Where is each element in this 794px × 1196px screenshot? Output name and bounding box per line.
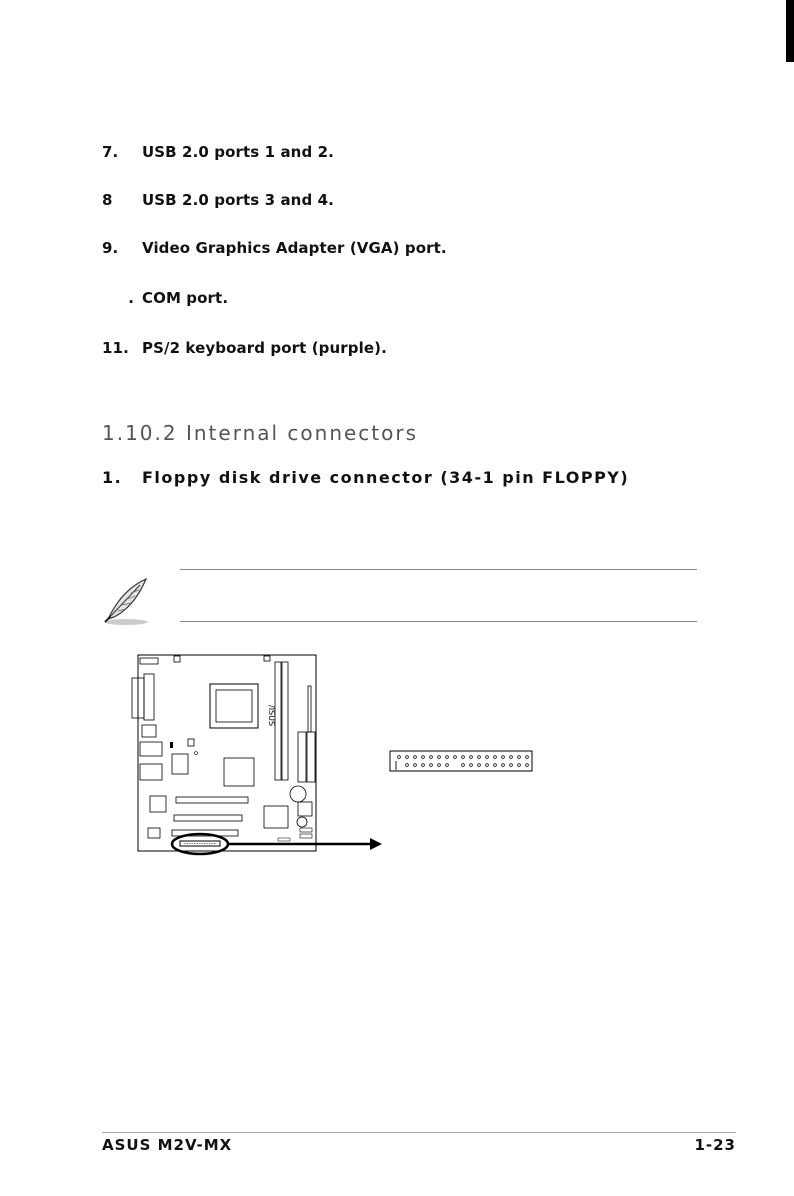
- subsection-number: 1.: [102, 468, 123, 487]
- list-item: [102, 289, 228, 307]
- board-logo: /ISUS: [267, 705, 276, 727]
- note-top-rule: [180, 569, 697, 570]
- list-item-number: 9.: [102, 239, 119, 257]
- list-item: [102, 239, 447, 257]
- list-item-number: 11.: [102, 339, 129, 357]
- list-item-text: Video Graphics Adapter (VGA) port.: [142, 239, 447, 257]
- page-edge-tab: [786, 0, 794, 62]
- footer-rule: [102, 1132, 736, 1133]
- footer-product-name: ASUS M2V-MX: [102, 1136, 233, 1154]
- list-item: [102, 339, 387, 357]
- note-bottom-rule: [180, 621, 697, 622]
- motherboard-diagram: [130, 650, 550, 865]
- feather-pen-icon: [100, 575, 152, 627]
- list-item-number: .: [128, 289, 134, 307]
- list-item: [102, 191, 334, 209]
- list-item-text: USB 2.0 ports 3 and 4.: [142, 191, 334, 209]
- list-item-text: PS/2 keyboard port (purple).: [142, 339, 387, 357]
- subsection-title: [102, 468, 629, 487]
- footer-page-number: 1-23: [694, 1136, 736, 1154]
- list-item-number: 8: [102, 191, 113, 209]
- list-item: [102, 143, 334, 161]
- list-item-number: 7.: [102, 143, 119, 161]
- list-item-text: COM port.: [142, 289, 229, 307]
- subsection-text: Floppy disk drive connector (34-1 pin FLOPPY): [142, 468, 630, 487]
- list-item-text: USB 2.0 ports 1 and 2.: [142, 143, 334, 161]
- section-title: 1.10.2 Internal connectors: [102, 421, 419, 445]
